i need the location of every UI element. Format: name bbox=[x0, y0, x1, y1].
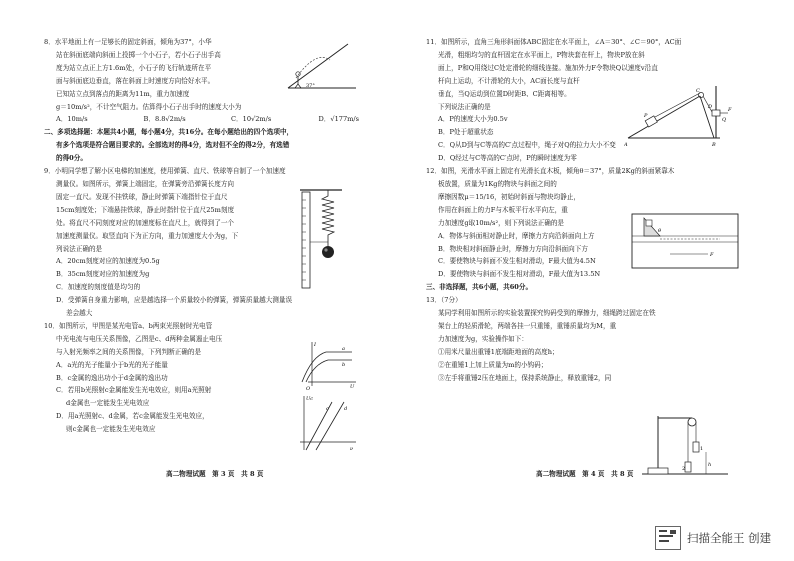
q11-line-5: 垂直，当Q运动到位置D时距B、C距离相等。 bbox=[438, 89, 571, 98]
q10-option-d-cont: 则c金属也一定能发生光电效应 bbox=[66, 425, 156, 434]
q13-line-3: 架台上的轻质滑轮，两端各挂一只重锤，重锤质量均为M，重 bbox=[438, 321, 617, 330]
q11-line-4: 杆向上运动，不计滑轮的大小，AC面长度与直杆 bbox=[438, 76, 580, 85]
right-page-footer: 高二物理试题 第 4 页 共 8 页 bbox=[536, 470, 634, 478]
q8-line-3: 度为站立点正上方1.6m处，小石子的飞行轨迹所在平 bbox=[56, 63, 212, 72]
q10-graphs-figure bbox=[282, 338, 358, 456]
q11-label-f: F bbox=[728, 107, 732, 113]
q9-line-3: 固定一直尺。发现不挂铁球，静止时弹簧下端指针位于直尺 bbox=[56, 192, 228, 201]
q8-incline-figure bbox=[286, 38, 358, 94]
q13-line-1: 13．（7分） bbox=[426, 296, 462, 305]
q8-option-a: A．10m/s bbox=[56, 115, 88, 124]
q10-curve-a: a bbox=[342, 346, 345, 352]
section-2-line-3: 的得0分。 bbox=[56, 154, 87, 163]
q13-step-2: ②在重锤1上加上质量为m的小钩码； bbox=[438, 360, 548, 369]
q11-triangle-pulley-figure bbox=[624, 84, 736, 148]
q12-option-c: C．要使物块与斜面不发生相对滑动，F最大值为4.5N bbox=[438, 257, 596, 266]
q8-line-1: 8．水平地面上有一足够长的固定斜面，倾角为37°，小华 bbox=[44, 38, 212, 46]
q9-option-c: C．加速度的刻度值是均匀的 bbox=[56, 283, 141, 292]
q13-pulley-stand-figure bbox=[640, 408, 730, 478]
q11-label-b: B bbox=[712, 142, 716, 148]
q8-option-c: C．10√2m/s bbox=[231, 115, 272, 124]
q11-line-1: 11．如图所示，直角三角形斜面体ABC固定在水平面上，∠A＝30°、∠C＝90°，AC面 bbox=[426, 38, 682, 46]
q8-option-d: D．√177m/s bbox=[318, 115, 360, 124]
q10-iu-graph bbox=[302, 342, 356, 392]
q9-option-a: A．20cm刻度对应的加速度为0.5g bbox=[56, 257, 160, 266]
q8-option-b: B．8.8√2m/s bbox=[143, 115, 186, 124]
q9-line-5: 处。将直尺不同刻度对应的加速度标在直尺上，就得到了一个 bbox=[56, 218, 235, 227]
q11-line-2: 光滑，粗细均匀的直杆固定在水平面上，P物块套在杆上，物块P放在斜 bbox=[438, 50, 645, 59]
q13-label-2: 2 bbox=[682, 466, 686, 472]
q11-label-q: Q bbox=[722, 117, 727, 123]
q10-axis-u: U bbox=[350, 384, 355, 390]
q10-option-a: A．a光的光子能量小于b光的光子能量 bbox=[56, 360, 168, 369]
q13-line-4: 力加速度为g，实验操作如下： bbox=[438, 334, 528, 343]
q13-line-2: 某同学利用如图所示的实验装置探究钩码受到的摩擦力，细绳跨过固定在铁 bbox=[438, 309, 656, 318]
q13-step-3: ③左手将重锤2压在地面上，保持系统静止，释放重锤2，同 bbox=[438, 373, 612, 382]
q8-line-6: g＝10m/s²，不计空气阻力。估算得小石子出手时的速度大小为 bbox=[56, 102, 242, 111]
q12-option-d: D．要使物块与斜面不发生相对滑动，F最大值为13.5N bbox=[438, 270, 601, 279]
scanner-watermark-text: 扫描全能王 创建 bbox=[687, 531, 772, 545]
q10-axis-uc: Uc bbox=[306, 396, 314, 402]
q10-option-c: C．若用b光照射c金属能发生光电效应，则用a光照射 bbox=[56, 386, 212, 395]
q8-options bbox=[44, 113, 406, 126]
section-2-heading: 二、多项选择题：本题共4小题，每小题4分，共16分。在每小题给出的四个选项中， bbox=[44, 128, 294, 137]
q10-origin-1: O bbox=[306, 386, 311, 392]
q12-label-theta: θ bbox=[658, 228, 662, 234]
q10-axis-i: I bbox=[314, 342, 316, 348]
q10-option-d: D．用a光照射c、d金属，若c金属能发生光电效应， bbox=[56, 412, 209, 421]
q11-option-c: C．Q从D到与C等高的C′点过程中，绳子对Q的拉力大小不变 bbox=[438, 141, 616, 150]
q8-line-2: 站在斜面底端向斜面上投掷一个小石子，若小石子出手高 bbox=[56, 50, 221, 59]
q10-line-c: c bbox=[326, 406, 329, 412]
q11-label-a: A bbox=[624, 142, 628, 148]
q10-line-1: 10．如图所示，甲图是某光电管a、b两束光照射时光电管 bbox=[44, 321, 213, 330]
q12-line-3: 摩擦因数μ＝15/16，初始时斜面与物块均静止， bbox=[438, 192, 580, 201]
q12-label-f: F bbox=[710, 252, 714, 258]
q8-angle-label: 37° bbox=[306, 83, 315, 89]
q10-uc-nu-graph bbox=[300, 396, 356, 452]
q10-line-3: 与入射光频率之间的关系图像，下列判断正确的是 bbox=[56, 347, 202, 356]
q11-option-b: B．P处于超重状态 bbox=[438, 128, 494, 137]
q9-line-2: 测量仪。如图所示，弹簧上端固定，在弹簧旁沿弹簧长度方向 bbox=[56, 179, 235, 188]
scanner-logo-icon bbox=[655, 526, 681, 550]
q10-curve-b: b bbox=[342, 362, 346, 368]
q9-line-7: 列说法正确的是 bbox=[56, 244, 103, 253]
q11-label-p: P bbox=[644, 113, 648, 119]
q12-line-5: 力加速度g取10m/s²，则下列说法正确的是 bbox=[438, 218, 565, 227]
q11-label-d: D bbox=[708, 104, 713, 110]
q11-line-3: 面上，P和Q用绕过C处定滑轮的细线连接。施加外力F令物块Q以速度v沿直 bbox=[438, 63, 658, 72]
q11-label-c: C bbox=[696, 88, 700, 94]
scanner-watermark bbox=[655, 526, 771, 550]
q9-option-d: D．受弹簧自身重力影响，应是越选择一个质量较小的弹簧，弹簧质量越大测量误 bbox=[56, 296, 293, 305]
left-page-footer: 高二物理试题 第 3 页 共 8 页 bbox=[166, 470, 264, 478]
q12-line-4: 作用在斜面上的力F与木板平行水平向左，重 bbox=[438, 205, 568, 214]
q8-line-4: 面与斜面底边垂直，落在斜面上时速度方向恰好水平。 bbox=[56, 76, 215, 85]
q11-line-6: 下列说法正确的是 bbox=[438, 102, 491, 111]
q10-axis-nu: ν bbox=[350, 446, 354, 452]
section-2-line-2: 有多个选项是符合题目要求的。全部选对的得4分，选对但不全的得2分，有选错 bbox=[56, 141, 290, 150]
q10-option-b: B．c金属的逸出功小于d金属的逸出功 bbox=[56, 373, 168, 382]
q9-line-1: 9．小明同学想了解小区电梯的加速度，使用弹簧、直尺、铁球等自制了一个加速度 bbox=[44, 167, 286, 176]
q13-step-1: ①用米尺量出重锤1底端距地面的高度h； bbox=[438, 347, 559, 356]
q12-wedge-board-figure bbox=[630, 212, 740, 270]
q10-line-d: d bbox=[344, 406, 348, 412]
q13-label-1: 1 bbox=[700, 446, 704, 452]
section-3-heading: 三、非选择题，共6小题，共60分。 bbox=[426, 283, 533, 292]
q12-line-2: 板放置，质量为1Kg的物块与斜面之间的 bbox=[438, 179, 557, 188]
q13-label-h: h bbox=[708, 462, 712, 468]
q12-line-1: 12．如图，光滑水平面上固定有光滑长直木板，倾角θ＝37°，质量2Kg的斜面紧靠木 bbox=[426, 167, 675, 176]
q11-option-d: D．Q经过与C等高的C′点时，P的瞬时速度为零 bbox=[438, 154, 577, 163]
q9-option-d-cont: 差会越大 bbox=[66, 309, 93, 318]
q10-option-c-cont: d金属也一定能发生光电效应 bbox=[66, 399, 150, 408]
q9-spring-ruler-figure bbox=[296, 188, 346, 290]
q9-option-b: B．35cm刻度对应的加速度为g bbox=[56, 270, 150, 279]
q9-line-6: 加速度测量仪。取竖直向下为正方向，重力加速度大小为g，下 bbox=[56, 231, 239, 240]
q9-line-4: 15cm刻度处；下端悬挂铁球，静止时指针位于直尺25m刻度 bbox=[56, 205, 235, 214]
q8-line-5: 已知站立点到落点的距离为11m，重力加速度 bbox=[56, 89, 190, 98]
q10-line-2: 中光电流与电压关系图像，乙图是c、d两种金属遏止电压 bbox=[56, 334, 223, 343]
q12-option-b: B．物块相对斜面静止时，摩擦力方向沿斜面向下方 bbox=[438, 244, 588, 253]
q11-option-a: A．P的速度大小为0.5v bbox=[438, 115, 508, 124]
q12-option-a: A．物体与斜面相对静止时，摩擦力方向沿斜面向上方 bbox=[438, 231, 595, 240]
